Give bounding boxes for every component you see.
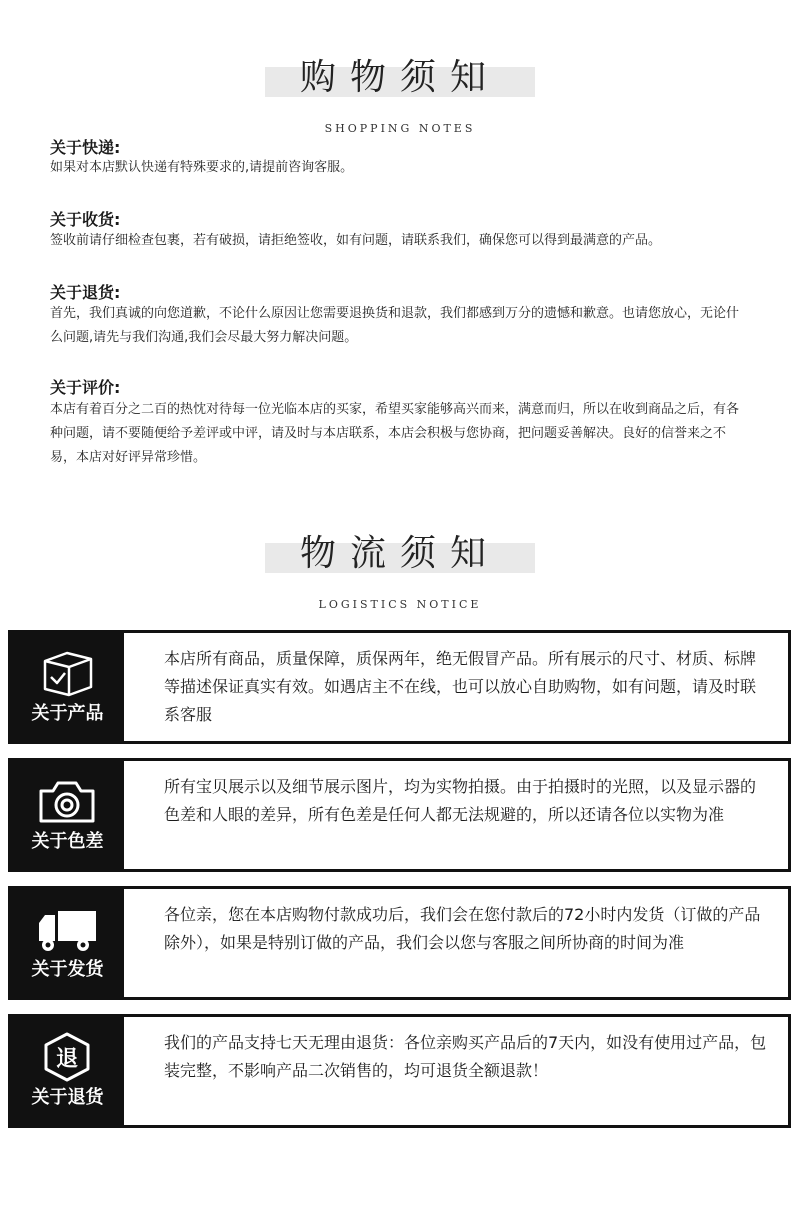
info-box-color-text: 所有宝贝展示以及细节展示图片，均为实物拍摄。由于拍摄时的光照，以及显示器的色差和人眼的差异，所有色差是任何人都无法规避的，所以还请各位以实物为准 <box>164 777 757 824</box>
note-body-receiving: 签收前请仔细检查包裹，若有破损，请拒绝签收，如有问题，请联系我们，确保您可以得到最满意的产品。 <box>50 233 662 248</box>
info-box-product-side <box>11 633 124 741</box>
note-heading-returns: 关于退货: <box>50 283 121 302</box>
return-badge-icon <box>35 1031 99 1083</box>
info-box-returns <box>8 1014 791 1128</box>
info-box-shipping-side <box>11 889 124 997</box>
return-badge-char: 退 <box>55 1047 79 1072</box>
info-box-returns-label: 关于退货 <box>31 1087 104 1108</box>
info-box-shipping-text: 各位亲，您在本店购物付款成功后，我们会在您付款后的72小时内发货（订做的产品除外），如果是特别订做的产品，我们会以您与客服之间所协商的时间为准 <box>164 905 761 952</box>
info-box-returns-side <box>11 1017 124 1125</box>
info-box-color-side <box>11 761 124 869</box>
box-check-icon <box>35 647 99 699</box>
info-box-shipping <box>8 886 791 1000</box>
info-box-color-label: 关于色差 <box>31 831 104 852</box>
info-box-returns-text: 我们的产品支持七天无理由退货：各位亲购买产品后的7天内，如没有使用过产品，包装完整，不影响产品二次销售的，均可退货全额退款！ <box>164 1033 767 1080</box>
note-heading-reviews: 关于评价: <box>50 378 121 397</box>
info-box-product <box>8 630 791 744</box>
note-heading-delivery: 关于快递: <box>50 138 121 157</box>
note-body-delivery: 如果对本店默认快递有特殊要求的,请提前咨询客服。 <box>50 160 354 175</box>
shopping-notes-title: 购物须知 <box>299 57 500 98</box>
info-box-product-text: 本店所有商品，质量保障，质保两年，绝无假冒产品。所有展示的尺寸、材质、标牌等描述保证真实有效。如遇店主不在线，也可以放心自助购物，如有问题，请及时联系客服 <box>164 649 757 724</box>
shopping-notes-subtitle: SHOPPING NOTES <box>324 122 476 135</box>
info-box-product-label: 关于产品 <box>31 703 104 724</box>
info-box-color <box>8 758 791 872</box>
note-body-reviews: 本店有着百分之二百的热忱对待每一位光临本店的买家，希望买家能够高兴而来，满意而归，所以在收到商品之后，有各种问题，请不要随便给予差评或中评，请及时与本店联系，本店会积极与您协商，把问题妥善解决。良好的信誉来之不易，本店对好评异常珍惜。 <box>50 402 740 465</box>
camera-icon <box>35 775 99 827</box>
logistics-notice-title-bar <box>265 533 535 574</box>
logistics-notice-subtitle: LOGISTICS NOTICE <box>318 598 482 611</box>
note-heading-receiving: 关于收货: <box>50 210 121 229</box>
note-body-returns: 首先，我们真诚的向您道歉，不论什么原因让您需要退换货和退款，我们都感到万分的遗憾和歉意。也请您放心，无论什么问题,请先与我们沟通,我们会尽最大努力解决问题。 <box>50 306 740 345</box>
shopping-notes-title-bar <box>265 57 535 98</box>
truck-icon <box>35 903 99 955</box>
info-box-shipping-label: 关于发货 <box>31 959 104 980</box>
logistics-notice-title: 物流须知 <box>299 533 500 574</box>
